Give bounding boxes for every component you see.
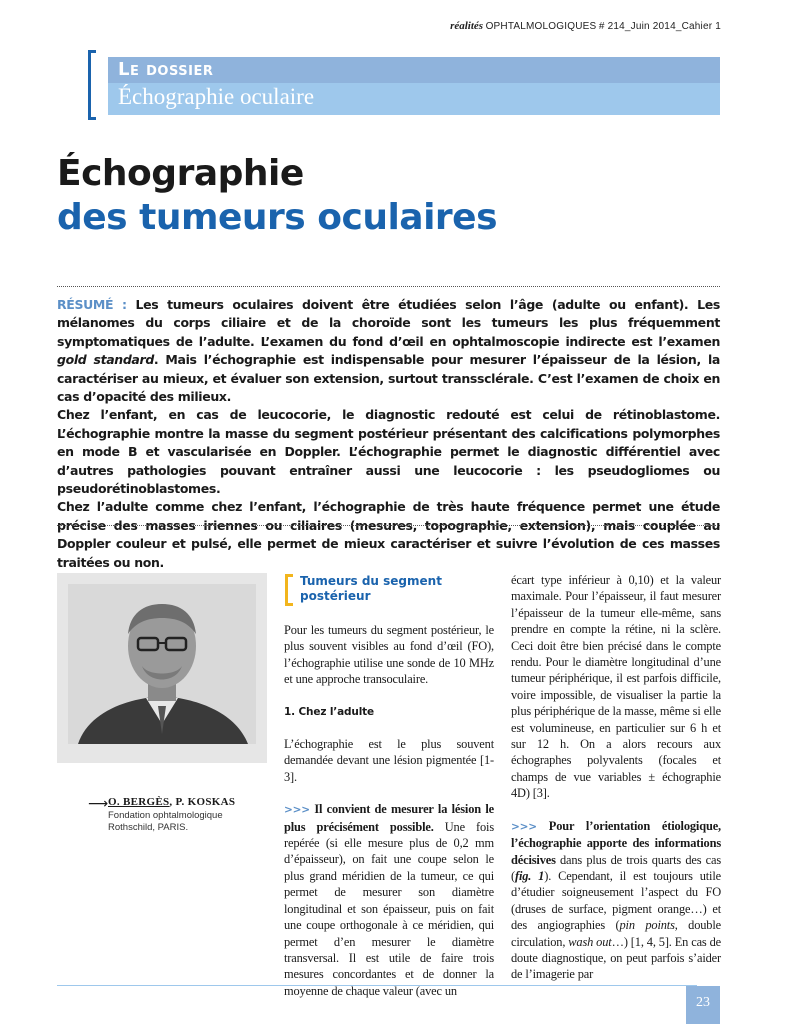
dossier-bracket: [88, 50, 96, 120]
journal-name: OPHTALMOLOGIQUES: [485, 21, 597, 32]
summary-paragraph-2: Chez l’enfant, en cas de leucocorie, le diagnostic redouté est celui de rétinoblastome. L’échographie montre la masse du segment postérieur présentant des calcifications polymorphes en mode B et vascularisée en Doppler. L’échographie permet le diagnostic différentiel avec d’autres pathologies pouvant entraîner aussi une leucocorie : les pseudogliomes ou pseudorétinoblastomes.: [57, 407, 720, 497]
col3-paragraph-1: écart type inférieur à 0,10) et la valeur maximale. Pour l’épaisseur, il faut mesurer l’épaisseur de la tumeur elle-même, sans prendre en compte la rétine, ni la sclère. Ceci doit être bien précisé dans le compte rendu. Pour le diamètre longitudinal d’une tumeur périphérique, il est parfois difficile, voire impossible, de visualiser la partie la plus périphérique de la masse, même si elle est volumineuse, en particulier sur 6 h et sur 12 h. On a alors recours aux échographes polyvalents (focales et champs de vue variables ± échographie 4D) [3].: [511, 573, 721, 801]
page-number: 23: [696, 995, 710, 1010]
col3-paragraph-2: >>> Pour l’orientation étiologique, l’échographie apporte des informations décisives dans plus de trois quarts des cas (fig. 1). Cependant, il est toujours utile d’étudier soigneusement l’aspect du FO (druses de surface, pigment orange…) et des angiographies (pin points, double circulation, wash out…) [1, 4, 5]. En cas de doute diagnostique, on peut parfois s’aider de l’imagerie par: [511, 818, 721, 982]
running-header: [450, 20, 721, 32]
summary-paragraph-1: RÉSUMÉ : Les tumeurs oculaires doivent être étudiées selon l’âge (adulte ou enfant). Les mélanomes du corps ciliaire et de la choroïde sont les tumeurs les plus fréquemment symptomatiques de l’adulte. L’examen du fond d’œil en ophtalmoscopie indirecte est l’examen gold standard. Mais l’échographie est indispensable pour mesurer l’épaisseur de la lésion, la caractériser au mieux, et évaluer son extension, surtout transsclérale. C’est l’examen de choix en cas d’opacité des milieux.: [57, 297, 720, 405]
author-affiliation: Fondation ophtalmologique Rothschild, PARIS.: [108, 810, 223, 833]
article-title-line1: Échographie: [57, 153, 304, 194]
col2-paragraph-1: Pour les tumeurs du segment postérieur, le plus souvent visibles au fond d’œil (FO), l’échographie utilise une sonde de 10 MHz et une approche transoculaire.: [284, 623, 494, 687]
summary-top-rule: [57, 286, 720, 287]
author-name-2: P. KOSKAS: [175, 796, 236, 808]
summary-label: RÉSUMÉ :: [57, 297, 127, 312]
text-column-3: [511, 572, 721, 983]
dossier-label: Le dossier: [118, 59, 214, 80]
summary-bottom-rule: [57, 525, 720, 526]
section-bracket: [285, 574, 293, 606]
article-title-line2: des tumeurs oculaires: [57, 197, 498, 238]
summary: [57, 296, 720, 572]
chevron-marker: >>>: [284, 804, 310, 817]
subsection-heading-adult: 1. Chez l’adulte: [284, 705, 375, 718]
journal-brand: réalités: [450, 20, 484, 32]
section-heading: Tumeurs du segment postérieur: [300, 574, 442, 603]
dossier-subtitle: Échographie oculaire: [118, 84, 315, 109]
author-arrow-icon: ⟶: [88, 796, 109, 812]
text-column-2: [284, 622, 494, 999]
summary-paragraph-3: Chez l’adulte comme chez l’enfant, l’échographie de très haute fréquence permet une étude précise des masses iriennes ou ciliaires (mesures, topographie, extension), mais couplée au Doppler couleur et pulsé, elle permet de mieux caractériser et suivre l’évolution de ces masses traitées ou non.: [57, 499, 720, 570]
issue-info: # 214_Juin 2014_Cahier 1: [598, 21, 721, 32]
author-names: O. BERGÈS, P. KOSKAS: [108, 796, 236, 808]
chevron-marker: >>>: [511, 820, 537, 833]
author-photo: [68, 584, 256, 744]
figure-reference: fig. 1: [514, 868, 545, 883]
col2-paragraph-2: L’échographie est le plus souvent demandée devant une lésion pigmentée [1-3].: [284, 737, 494, 784]
footer-rule: [57, 985, 697, 986]
author-name-1: O. BERGÈS: [108, 796, 170, 808]
col2-paragraph-3: >>> Il convient de mesurer la lésion le plus précisément possible. Une fois repérée (si elle mesure plus de 0,2 mm d’épaisseur), on fait une coupe selon le plus grand méridien de la tumeur, ce qui permet de mesurer son diamètre longitudinal et son épaisseur, puis on fait une coupe orthogonale à ce méridien, qui permet d’en mesurer le diamètre transversal. Il est utile de faire trois mesures concordantes et de donner la moyenne de chaque valeur (avec un: [284, 802, 494, 998]
